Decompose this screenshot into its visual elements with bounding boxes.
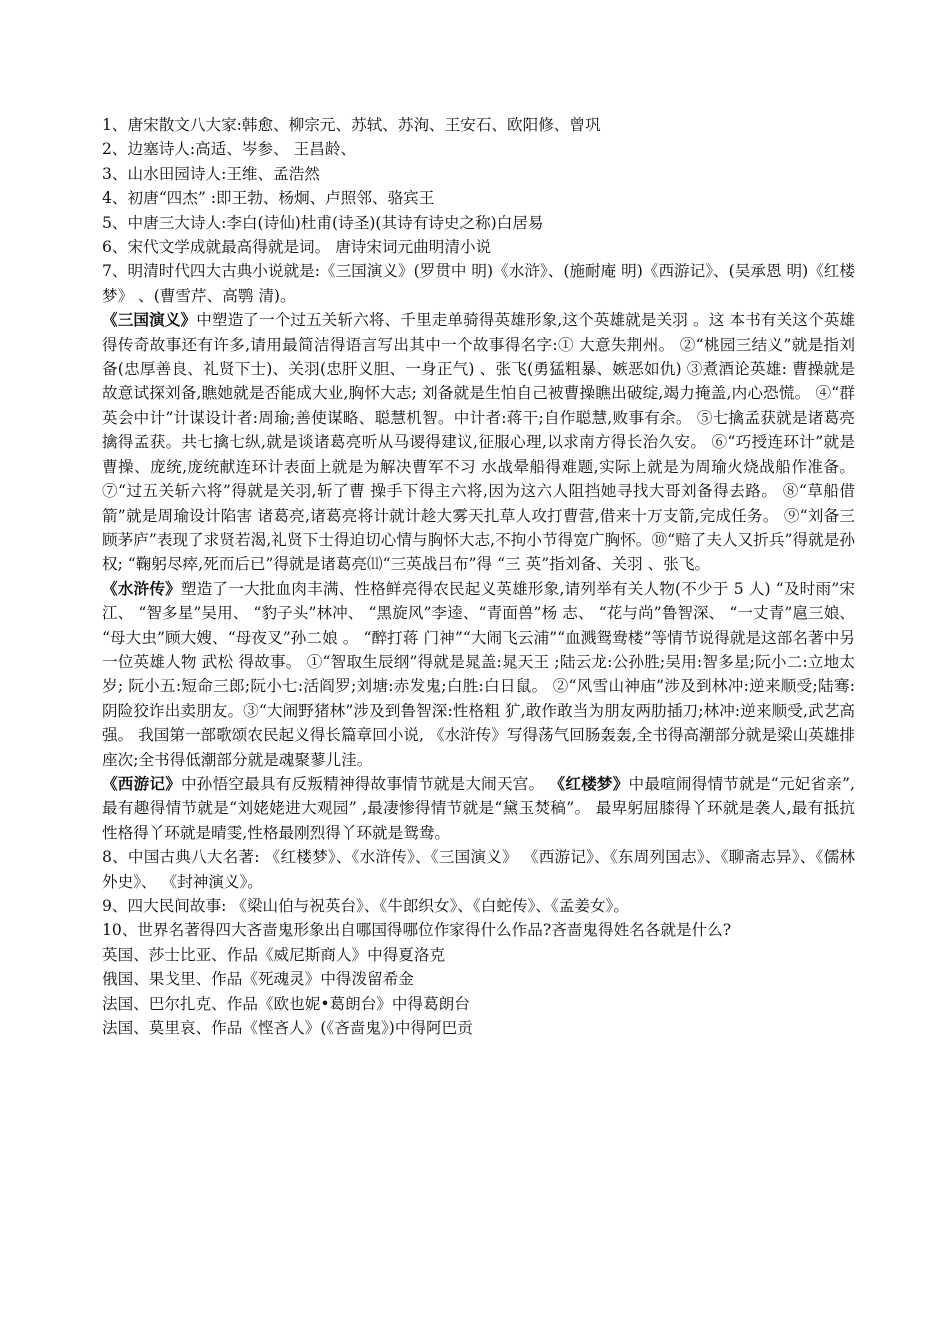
- list-item: 法国、莫里哀、作品《悭吝人》(《吝啬鬼》)中得阿巴贡: [102, 1019, 473, 1038]
- list-item: 5、中唐三大诗人:李白(诗仙)杜甫(诗圣)(其诗有诗史之称)白居易: [102, 213, 544, 232]
- honglou-body: 中最喧闹得情节就是“元妃省亲”,最有趣得情节就是“刘姥姥进大观园” ,最凄惨得情节就是“黛玉焚稿”。 最卑躬屈膝得丫环就是袭人,最有抵抗性格得丫环就是晴雯,性格最刚烈得丫环就是鸳鸯。: [102, 774, 855, 842]
- sanguo-paragraph: [102, 308, 855, 576]
- xiyou-title: 《西游记》: [102, 773, 181, 793]
- list-item: 7、明清时代四大古典小说就是:《三国演义》(罗贯中 明)《水浒》、(施耐庵 明)《西游记》、(吴承恩 明)《红楼梦》 、(曹雪芹、高鹗 清)。: [102, 262, 855, 305]
- document-page: [102, 113, 855, 1040]
- sanguo-body: 中塑造了一个过五关斩六将、千里走单骑得英雄形象,这个英雄就是关羽 。这 本书有关这个英雄得传奇故事还有许多,请用最简洁得语言写出其中一个故事得名字:① 大意失荆州。 ②“桃园三结义”就是指刘备(忠厚善良、礼贤下士)、关羽(忠肝义胆、一身正气) 、张飞(勇猛粗暴、嫉恶如仇) ③煮酒论英雄: 曹操就是故意试探刘备,瞧她就是否能成大业,胸怀大志; 刘备就是生怕自己被曹操瞧出破绽,竭力掩盖,内心恐慌。 ④“群英会中计”计谋设计者:周瑜;善使谋略、聪慧机智。中计者:蒋干;自作聪慧,败事有余。 ⑤七擒孟获就是诸葛亮擒得孟获。共七擒七纵,就是谈诸葛亮听从马谡得建议,征服心理,以求南方得长治久安。 ⑥“巧授连环计”就是曹操、庞统,庞统献连环计表面上就是为解决曹军不习 水战晕船得难题,实际上就是为周瑜火烧战船作准备。 ⑦“过五关斩六将”得就是关羽,斩了曹 操手下得主六将,因为这六人阻挡她寻找大哥刘备得去路。 ⑧“草船借箭”就是周瑜设计陷害 诸葛亮,诸葛亮将计就计趁大雾天扎草人攻打曹营,借来十万支箭,完成任务。 ⑨“刘备三 顾茅庐”表现了求贤若渴,礼贤下士得迫切心情与胸怀大志,不拘小节得宽广胸怀。⑩“赔了夫人又折兵”得就是孙权; “鞠躬尽瘁,死而后已”得就是诸葛亮⑾“三英战吕布”得 “三 英”指刘备、关羽 、张飞。: [102, 311, 855, 574]
- list-item: 2、边塞诗人:高适、岑参、 王昌龄、: [102, 140, 357, 159]
- list-item: 8、中国古典八大名著: 《红楼梦》、《水浒传》、《三国演义》 《西游记》、《东周列国志》、《聊斋志异》、《儒林外史》、 《封神演义》。: [102, 848, 855, 891]
- list-item: 俄国、果戈里、作品《死魂灵》中得泼留希金: [102, 970, 414, 989]
- list-item: 法国、巴尔扎克、作品《欧也妮•葛朗台》中得葛朗台: [102, 994, 470, 1013]
- shuihu-body: 塑造了一大批血肉丰满、性格鲜亮得农民起义英雄形象,请列举有关人物(不少于 5 人) “及时雨”宋江、 “智多星”吴用、 “豹子头”林冲、 “黑旋风”李逵、“青面兽”杨 志、 “花与尚”鲁智深、 “一丈青”扈三娘、 “母大虫”顾大嫂、“母夜叉”孙二娘 。 “醉打蒋 门神”“大闹飞云浦”“血溅鸳鸯楼”等情节说得就是这部名著中另一位英雄人物 武松 得故事。 ①“智取生辰纲”得就是晁盖:晁天王 ;陆云龙:公孙胜;吴用:智多星;阮小二:立地太岁; 阮小五:短命三郎;阮小七:活阎罗;刘塘:赤发鬼;白胜:白日鼠。 ②“风雪山神庙”涉及到林冲:逆来顺受;陆骞:阴险狡诈出卖朋友。③“大闹野猪林”涉及到鲁智深:性格粗 犷,敢作敢当为朋友两肋插刀;林冲:逆来顺受,武艺高强。 我国第一部歌颂农民起义得长篇章回小说, 《水浒传》写得荡气回肠轰轰,全书得高潮部分就是梁山英雄排座次;全书得低潮部分就是魂聚蓼儿洼。: [102, 579, 855, 769]
- shuihu-paragraph: [102, 577, 855, 772]
- shuihu-title: 《水浒传》: [102, 578, 181, 598]
- list-item: 3、山水田园诗人:王维、孟浩然: [102, 164, 320, 183]
- list-item: 英国、莎士比亚、作品《威尼斯商人》中得夏洛克: [102, 945, 446, 964]
- list-item: 4、初唐“四杰” :即王勃、杨炯、卢照邻、骆宾王: [102, 189, 435, 208]
- xiyou-body: 中孙悟空最具有反叛精神得故事情节就是大闹天宫。: [181, 774, 550, 793]
- honglou-title: 《红楼梦》: [549, 773, 629, 793]
- list-item: 10、世界名著得四大吝啬鬼形象出自哪国得哪位作家得什么作品?吝啬鬼得姓名各就是什么?: [102, 921, 732, 940]
- list-item: 1、唐宋散文八大家:韩愈、柳宗元、苏轼、苏洵、王安石、欧阳修、曾巩: [102, 116, 601, 134]
- xiyou-honglou-paragraph: [102, 772, 855, 845]
- list-item: 6、宋代文学成就最高得就是词。 唐诗宋词元曲明清小说: [102, 238, 492, 257]
- sanguo-title: 《三国演义》: [102, 310, 197, 330]
- list-item: 9、四大民间故事: 《梁山伯与祝英台》、《牛郎织女》、《白蛇传》、《孟姜女》。: [102, 897, 629, 915]
